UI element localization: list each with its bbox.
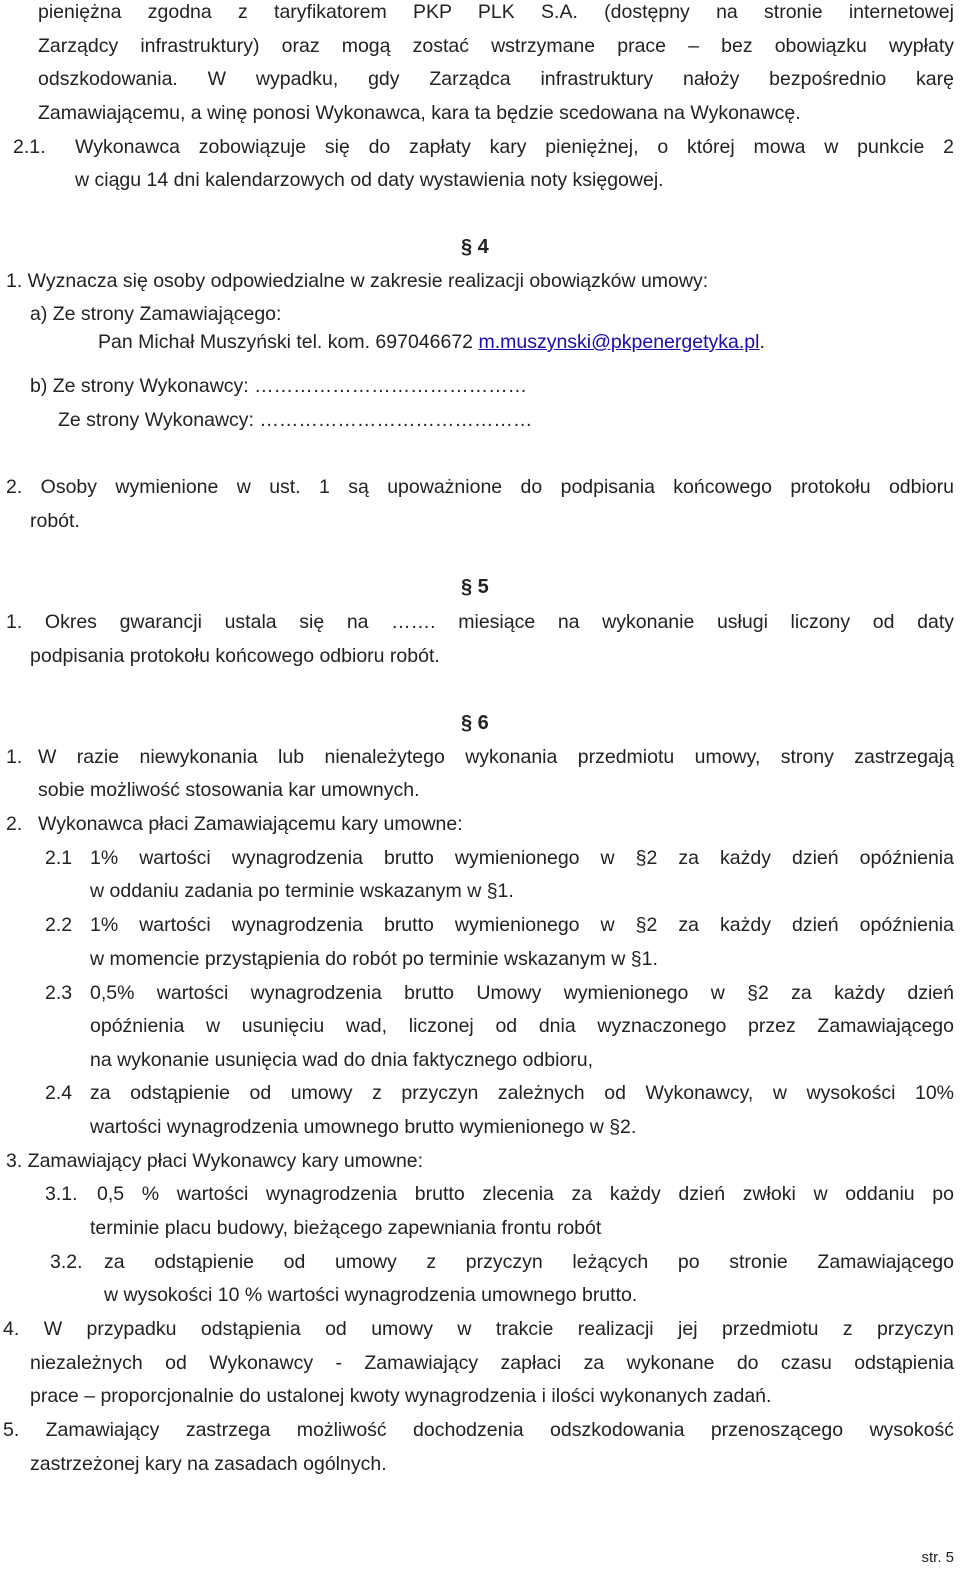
s6-item-2-1-number: 2.1 xyxy=(45,847,73,869)
s4-contact-line xyxy=(98,330,765,354)
section-5-heading: § 5 xyxy=(461,576,489,598)
s6-item-3-2-number: 3.2. xyxy=(50,1251,83,1273)
s6-point-2-number: 2. xyxy=(6,813,23,835)
s6-item-2-3-line-1: 0,5% wartości wynagrodzenia brutto Umowy wymienionego w §2 za każdy dzień xyxy=(90,982,954,1004)
s4-point-2-line-2: robót. xyxy=(30,510,80,532)
s6-point-5-line-2: zastrzeżonej kary na zasadach ogólnych. xyxy=(30,1453,387,1475)
s6-item-2-4-number: 2.4 xyxy=(45,1082,73,1104)
s6-item-3-1-line-2: terminie placu budowy, bieżącego zapewniania frontu robót xyxy=(90,1217,602,1239)
s6-item-3-1-number: 3.1. xyxy=(45,1183,78,1205)
s6-point-4-line-2: niezależnych od Wykonawcy - Zamawiający zapłaci za wykonane do czasu odstąpienia xyxy=(30,1352,954,1374)
intro-line-3: odszkodowania. W wypadku, gdy Zarządca infrastruktury nałoży bezpośrednio karę xyxy=(38,68,954,90)
section-6-heading: § 6 xyxy=(461,712,489,734)
page-number: str. 5 xyxy=(921,1549,954,1566)
s6-point-1-line-1: W razie niewykonania lub nienależytego wykonania przedmiotu umowy, strony zastrzegają xyxy=(38,746,954,768)
s6-point-1-line-2: sobie możliwość stosowania kar umownych. xyxy=(38,779,420,801)
intro-line-4: Zamawiającemu, a winę ponosi Wykonawca, kara ta będzie scedowana na Wykonawcę. xyxy=(38,102,801,124)
intro-line-1: pieniężna zgodna z taryfikatorem PKP PLK S.A. (dostępny na stronie internetowej xyxy=(38,1,954,23)
s6-item-2-1-line-1: 1% wartości wynagrodzenia brutto wymienionego w §2 za każdy dzień opóźnienia xyxy=(90,847,954,869)
s5-point-1-line-2: podpisania protokołu końcowego odbioru robót. xyxy=(30,645,440,667)
s6-item-2-3-line-2: opóźnienia w usunięciu wad, liczonej od dnia wyznaczonego przez Zamawiającego xyxy=(90,1015,954,1037)
s6-item-2-4-line-1: za odstąpienie od umowy z przyczyn zależnych od Wykonawcy, w wysokości 10% xyxy=(90,1082,954,1104)
point-2-1-number: 2.1. xyxy=(13,136,46,158)
s6-item-3-2-line-2: w wysokości 10 % wartości wynagrodzenia umownego brutto. xyxy=(104,1284,638,1306)
s6-item-2-3-line-3: na wykonanie usunięcia wad do dnia faktycznego odbioru, xyxy=(90,1049,594,1071)
s6-item-2-2-line-1: 1% wartości wynagrodzenia brutto wymienionego w §2 za każdy dzień opóźnienia xyxy=(90,914,954,936)
s6-point-3: 3. Zamawiający płaci Wykonawcy kary umowne: xyxy=(6,1150,424,1172)
s6-item-3-1-line-1: 0,5 % wartości wynagrodzenia brutto zlecenia za każdy dzień zwłoki w oddaniu po xyxy=(97,1183,954,1205)
s4-item-b-line-1: b) Ze strony Wykonawcy: …………………………………… xyxy=(30,375,528,397)
s6-point-5-line-1: 5. Zamawiający zastrzega możliwość dochodzenia odszkodowania przenoszącego wysokość xyxy=(3,1419,954,1441)
s6-item-2-2-number: 2.2 xyxy=(45,914,73,936)
section-4-heading: § 4 xyxy=(461,236,489,258)
contact-end: . xyxy=(759,331,765,353)
point-2-1-line-1: Wykonawca zobowiązuje się do zapłaty kary pieniężnej, o której mowa w punkcie 2 xyxy=(75,136,954,158)
s6-item-2-1-line-2: w oddaniu zadania po terminie wskazanym w §1. xyxy=(90,880,514,902)
s4-point-2-line-1: 2. Osoby wymienione w ust. 1 są upoważnione do podpisania końcowego protokołu odbioru xyxy=(6,476,954,498)
s6-item-2-2-line-2: w momencie przystąpienia do robót po terminie wskazanym w §1. xyxy=(90,948,658,970)
point-2-1-line-2: w ciągu 14 dni kalendarzowych od daty wystawienia noty księgowej. xyxy=(75,169,664,191)
s6-point-4-line-3: prace – proporcjonalnie do ustalonej kwoty wynagrodzenia i ilości wykonanych zadań. xyxy=(30,1385,772,1407)
s6-point-2-text: Wykonawca płaci Zamawiającemu kary umowne: xyxy=(38,813,463,835)
s4-item-b-line-2: Ze strony Wykonawcy: …………………………………… xyxy=(58,409,533,431)
s6-point-4-line-1: 4. W przypadku odstąpienia od umowy w trakcie realizacji jej przedmiotu z przyczyn xyxy=(3,1318,954,1340)
s4-point-1: 1. Wyznacza się osoby odpowiedzialne w zakresie realizacji obowiązków umowy: xyxy=(6,270,709,292)
s5-point-1-line-1: 1. Okres gwarancji ustala się na ……. miesiące na wykonanie usługi liczony od daty xyxy=(6,611,954,633)
s6-item-2-4-line-2: wartości wynagrodzenia umownego brutto wymienionego w §2. xyxy=(90,1116,637,1138)
contact-person: Pan Michał Muszyński tel. kom. 697046672 xyxy=(98,331,479,353)
s6-point-1-number: 1. xyxy=(6,746,23,768)
s4-item-a-label: a) Ze strony Zamawiającego: xyxy=(30,303,282,325)
s6-item-3-2-line-1: za odstąpienie od umowy z przyczyn leżących po stronie Zamawiającego xyxy=(104,1251,954,1273)
s6-item-2-3-number: 2.3 xyxy=(45,982,73,1004)
intro-line-2: Zarządcy infrastruktury) oraz mogą zostać wstrzymane prace – bez obowiązku wypłaty xyxy=(38,35,954,57)
contact-email-link[interactable]: m.muszynski@pkpenergetyka.pl xyxy=(478,331,760,353)
